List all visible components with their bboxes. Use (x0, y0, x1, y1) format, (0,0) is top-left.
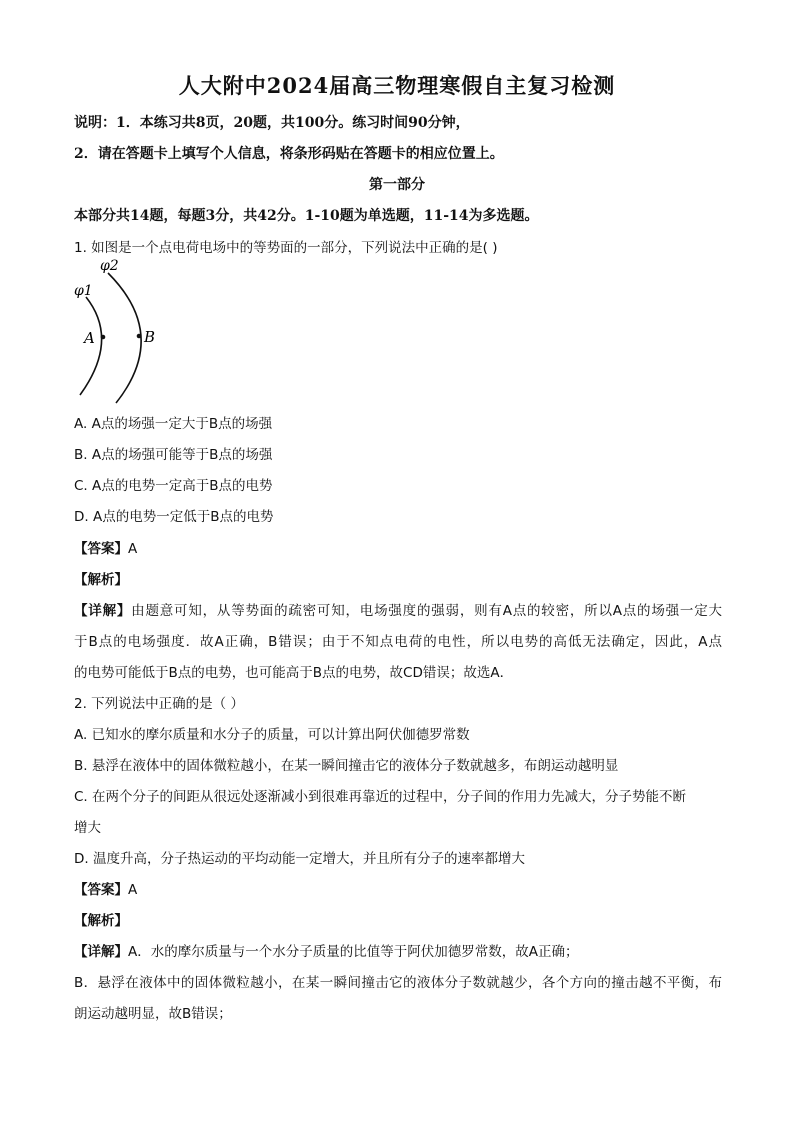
q1-option-b: B. A点的场强可能等于B点的场强 (74, 447, 273, 463)
q2-detail-line-1 (74, 940, 578, 960)
note-line-1: 说明：1．本练习共8页，20题，共100分。练习时间90分钟， (74, 115, 470, 131)
q2-option-d: D. 温度升高，分子热运动的平均动能一定增大，并且所有分子的速率都增大 (74, 851, 525, 867)
section-title: 第一部分 (369, 177, 425, 193)
label-b: B (144, 328, 156, 346)
q1-detail-line-3: 的电势可能低于B点的电势，也可能高于B点的电势，故CD错误；故选A． (74, 665, 514, 681)
q2-analysis-tag: 【解析】 (74, 913, 128, 929)
q1-answer-row (74, 537, 137, 557)
q1-analysis-tag: 【解析】 (74, 572, 128, 588)
detail-text: 由题意可知，从等势面的疏密可知，电场强度的强弱，则有A点的较密，所以A点的场强一定大 (131, 603, 722, 619)
detail-text: A．水的摩尔质量与一个水分子质量的比值等于阿伏加德罗常数，故A正确； (128, 944, 579, 960)
detail-tag: 【详解】 (74, 944, 128, 960)
q2-option-c: C. 在两个分子的间距从很远处逐渐减小到很难再靠近的过程中，分子间的作用力先减大，分子势能不断 (74, 789, 687, 805)
q1-option-c: C. A点的电势一定高于B点的电势 (74, 478, 273, 494)
q2-option-c-continued: 增大 (74, 820, 101, 836)
q1-option-d: D. A点的电势一定低于B点的电势 (74, 509, 274, 525)
answer-value: A (128, 541, 138, 557)
q1-option-a: A. A点的场强一定大于B点的场强 (74, 416, 273, 432)
point-b (137, 334, 142, 339)
q1-detail-line-2: 于B点的电场强度．故A正确，B错误；由于不知点电荷的电性，所以电势的高低无法确定，因此，A点 (74, 634, 722, 650)
answer-tag: 【答案】 (74, 882, 128, 898)
q2-answer-row (74, 878, 137, 898)
phi2-label: φ2 (100, 258, 119, 274)
note-line-2: 2．请在答题卡上填写个人信息，将条形码贴在答题卡的相应位置上。 (74, 146, 504, 162)
q2-detail-line-3: 朗运动越明显，故B错误； (74, 1006, 232, 1022)
answer-value: A (128, 882, 138, 898)
page-title: 人大附中2024届高三物理寒假自主复习检测 (178, 73, 616, 98)
label-a: A (84, 329, 95, 347)
q2-option-b: B. 悬浮在液体中的固体微粒越小，在某一瞬间撞击它的液体分子数就越多，布朗运动越明显 (74, 758, 619, 774)
q1-detail-line-1 (74, 599, 722, 619)
equipotential-curve-2 (108, 273, 141, 403)
q1-stem: 1. 如图是一个点电荷电场中的等势面的一部分，下列说法中正确的是( ) (74, 240, 498, 256)
equipotential-figure (70, 255, 180, 405)
detail-tag: 【详解】 (74, 603, 132, 619)
phi1-label: φ1 (74, 283, 93, 299)
answer-tag: 【答案】 (74, 541, 128, 557)
point-a (101, 335, 106, 340)
q2-detail-line-2: B．悬浮在液体中的固体微粒越小，在某一瞬间撞击它的液体分子数就越少，各个方向的撞击越不平衡，布 (74, 975, 722, 991)
section-description: 本部分共14题，每题3分，共42分。1-10题为单选题，11-14为多选题。 (74, 208, 539, 224)
q2-option-a: A. 已知水的摩尔质量和水分子的质量，可以计算出阿伏伽德罗常数 (74, 727, 470, 743)
q2-stem: 2. 下列说法中正确的是（ ） (74, 696, 244, 712)
